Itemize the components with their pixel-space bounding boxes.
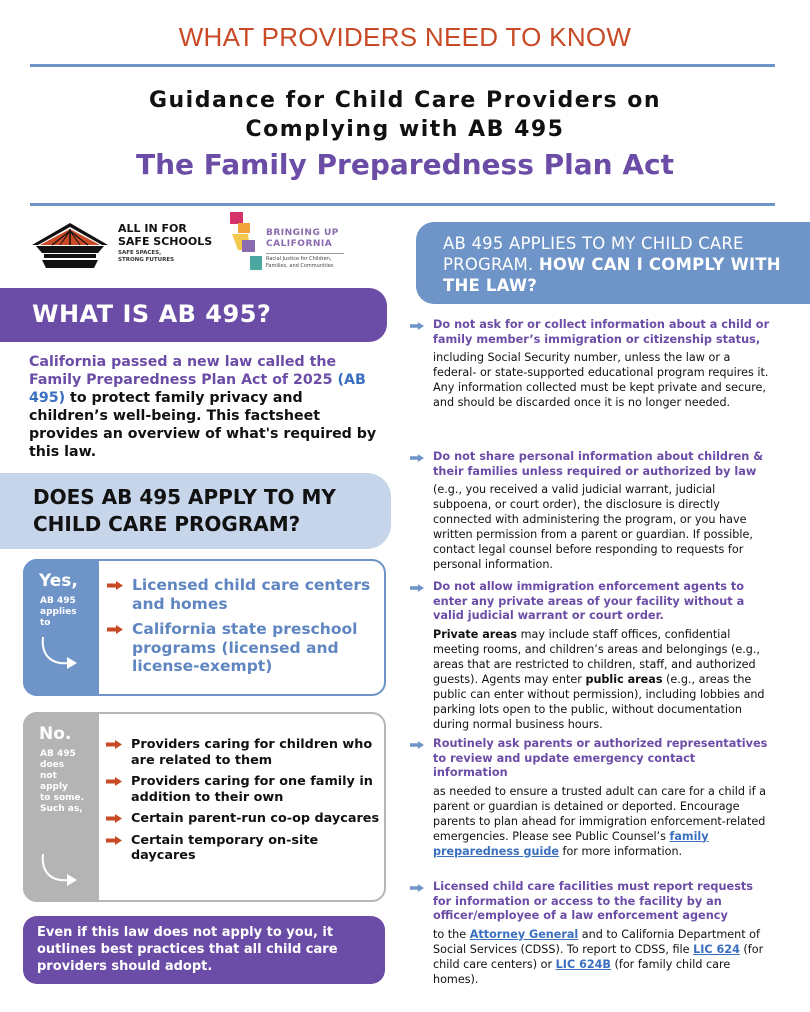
arrow-right-icon [410,322,424,330]
arrow-right-icon [107,625,123,634]
no-sub-line-2: does [40,760,65,770]
page-subtitle: The Family Preparedness Plan Act [136,148,674,181]
arrow-right-icon [106,740,122,749]
yes-label: Yes, [39,571,78,591]
no-item-text: Certain parent-run co-op daycares [131,811,380,826]
comply-item-heading: Licensed child care facilities must report requests for information or access to the facility by an officer/employee of a law enforcement agency [433,880,754,922]
no-item-text: Providers caring for children who are related to them [131,737,373,768]
allin-tag-line-1: SAFE SPACES, [118,250,162,256]
arrow-right-icon [107,581,123,590]
comply-item-heading: Do not ask for or collect information about a child or family member’s immigration or citizenship status, [433,318,770,346]
emergency-text: as needed to ensure a trusted adult can care for a child if a parent or guardian is detained or deported. Encourage parents to plan ahead for immigration enforcement-related emergencies. Please see Public Counsel’s [433,784,766,843]
emergency-text-end: for more information. [558,844,683,858]
ab495-link[interactable]: (AB 495) [29,372,366,406]
allin-name [118,222,212,248]
comply-item-body [410,927,770,987]
page-title-line-1: Guidance for Child Care Providers on [148,88,662,113]
bringing-up-california-logo [228,210,378,280]
bringing-name-line-1: BRINGING UP [266,228,339,238]
what-is-description [29,353,379,461]
list-item [106,774,381,805]
list-item [106,811,381,827]
no-item-text: Certain temporary on-site daycares [131,832,319,863]
schoolhouse-icon [30,219,110,271]
no-sub-line-4: apply [40,782,68,792]
comply-item-immigration-status [410,318,770,410]
how-to-comply-heading-bold: HOW CAN I COMPLY WITH THE LAW? [443,255,781,295]
best-practices-text: Even if this law does not apply to you, it outlines best practices that all child care providers should adopt. [37,925,338,974]
bringing-name-line-2: CALIFORNIA [266,239,333,249]
how-to-comply-heading [443,233,803,296]
comply-item-body: (e.g., you received a valid judicial warrant, judicial subpoena, or court order), the disclosure is directly connected with administering the program, or you have written permission from a parent or guardian. If possible, contact legal counsel before responding to requests for personal information. [433,483,753,571]
report-text-4: (for family child care homes). [433,957,731,986]
list-item [106,737,381,768]
curved-arrow-icon [37,633,81,673]
no-sub-line-6: Such as, [40,804,83,814]
no-tab [23,712,99,902]
allin-tagline [118,250,174,264]
does-apply-section-header [0,473,391,549]
lic-624b-link[interactable]: LIC 624B [555,957,611,971]
comply-item-private-areas [410,580,770,732]
arrow-right-icon [410,584,424,592]
arrow-right-icon [106,836,122,845]
no-item-text: Providers caring for one family in addition to their own [131,774,373,805]
attorney-general-link[interactable]: Attorney General [469,927,579,941]
family-preparedness-guide-link[interactable]: family preparedness guide [433,829,709,858]
list-item [107,576,382,613]
no-sublabel [40,749,84,815]
no-list [106,737,381,870]
all-in-for-safe-schools-logo [30,217,220,273]
arrow-right-icon [106,814,122,823]
how-to-comply-heading-plain: AB 495 APPLIES TO MY CHILD CARE PROGRAM. [443,234,744,274]
comply-item-heading: Routinely ask parents or authorized representatives to review and update emergency contact information [433,737,768,779]
comply-item-emergency-contact [410,737,770,859]
yes-sub-line-3: to [40,618,51,628]
best-practices-callout [23,916,385,984]
does-apply-heading: DOES AB 495 APPLY TO MY CHILD CARE PROGRAM? [33,485,336,536]
public-areas-term: public areas [585,672,663,686]
yes-sub-line-2: applies [40,607,77,617]
curved-arrow-icon [37,850,81,890]
page-title [0,86,810,144]
private-areas-text: may include staff offices, confidential meeting rooms, and children’s areas and belongings (e.g., areas that are restricted to children, staff, and authorized guests). Agents may enter [433,627,760,686]
lic-624-link[interactable]: LIC 624 [693,942,740,956]
yes-item-text: Licensed child care centers and homes [132,576,371,613]
bringing-tag-line-1: Racial Justice for Children, [266,256,332,262]
arrow-right-icon [410,741,424,749]
yes-sublabel [40,596,77,629]
what-is-intro: California passed a new law called the Family Preparedness Plan Act of 2025 [29,354,337,388]
logo-rule [266,253,344,254]
comply-item-body [410,784,770,859]
bottom-divider [30,203,775,206]
no-sub-line-3: not [40,771,57,781]
report-text-2: and to California Department of Social Services (CDSS). To report to CDSS, file [433,927,760,956]
allin-name-line-1: ALL IN FOR [118,222,187,235]
comply-item-personal-info [410,450,770,572]
yes-tab [23,559,99,696]
report-text-1: to the [433,927,470,941]
banner-heading: WHAT PROVIDERS NEED TO KNOW [178,22,632,52]
what-is-heading: WHAT IS AB 495? [32,300,272,328]
allin-tag-line-2: STRONG FUTURES [118,257,175,263]
private-areas-term: Private areas [433,627,518,641]
yes-list [107,576,382,683]
arrow-right-icon [410,454,424,462]
allin-name-line-2: SAFE SCHOOLS [118,235,213,248]
public-areas-text: (e.g., areas the public can enter without permission), including lobbies and parking lots open to the public, without documentation during normal business hours. [433,672,765,731]
yes-item-text: California state preschool programs (licensed and license-exempt) [132,620,358,675]
colored-blocks-icon [228,210,264,278]
comply-item-heading: Do not share personal information about children & their families unless required or authorized by law [433,450,764,478]
top-divider [30,64,775,67]
no-label: No. [39,724,72,744]
how-to-comply-section-header [416,222,810,304]
comply-item-body: including Social Security number, unless the law or a federal- or state-supported educational program requires it. Any information collected must be kept private and secure, and should be discarded once it is no longer needed. [433,351,769,409]
report-text-3: (for child care centers) or [433,942,764,971]
bringing-name [266,228,339,250]
what-is-section-header [0,288,387,342]
bringing-tagline [266,256,333,270]
page-title-line-2: Complying with AB 495 [245,117,565,142]
comply-item-report-requests [410,880,770,987]
comply-item-body [410,627,770,732]
arrow-right-icon [410,884,424,892]
yes-sub-line-1: AB 495 [40,596,76,606]
what-is-rest: to protect family privacy and children’s well-being. This factsheet provides an overview of what's required by this law. [29,390,377,460]
list-item [106,833,381,864]
no-sub-line-1: AB 495 [40,749,76,759]
no-sub-line-5: to some. [40,793,85,803]
arrow-right-icon [106,777,122,786]
comply-item-heading: Do not allow immigration enforcement agents to enter any private areas of your facility without a valid judicial warrant or court order. [433,580,745,622]
list-item [107,620,382,676]
bringing-tag-line-2: Families, and Communities [266,263,334,269]
